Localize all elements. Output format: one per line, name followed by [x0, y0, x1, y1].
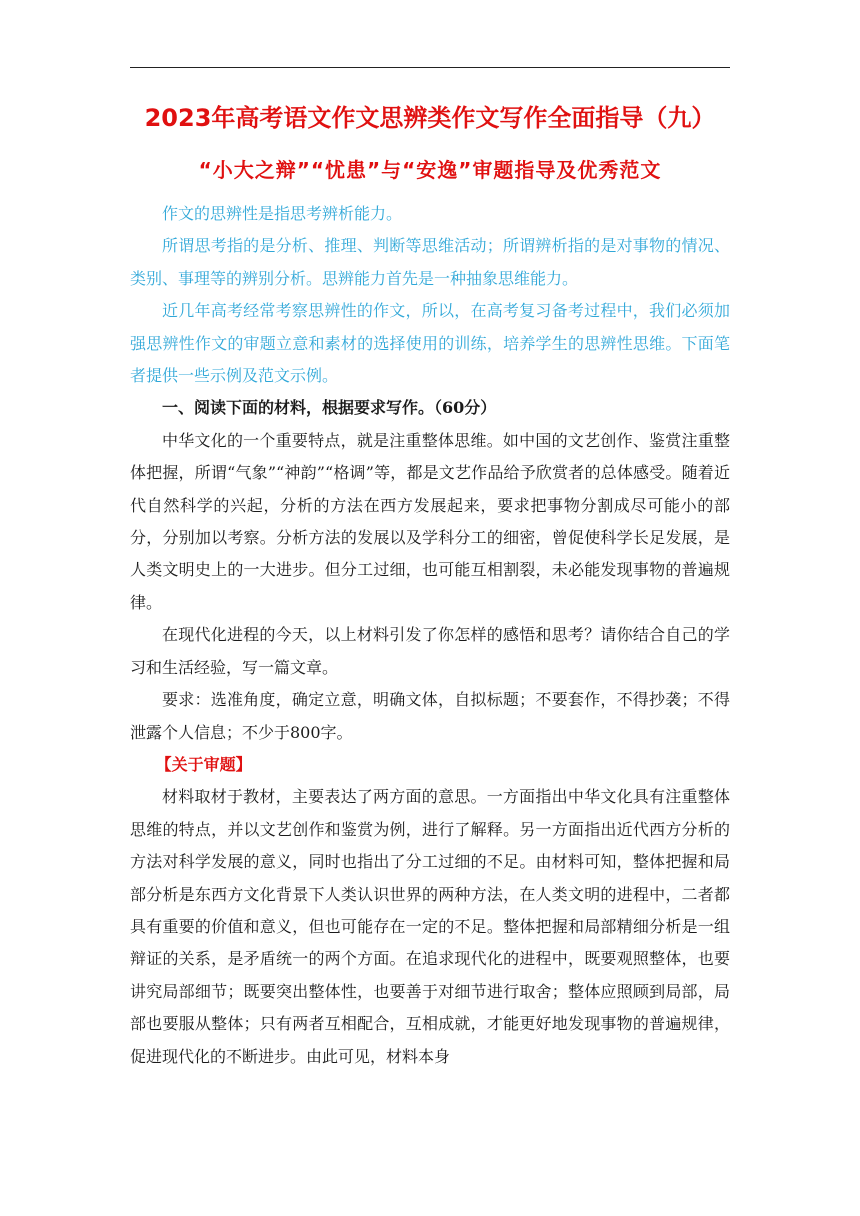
analysis-tag: 【关于审题】 — [155, 754, 252, 774]
question-heading: 一、阅读下面的材料，根据要求写作。（60分） — [162, 398, 497, 418]
analysis-paragraph: 材料取材于教材，主要表达了两方面的意思。一方面指出中华文化具有注重整体思维的特点，并以文艺创作和鉴赏为例，进行了解释。另一方面指出近代西方分析的方法对科学发展的意义，同时也指出了分工过细的不足。由材料可知，整体把握和局部分析是东西方文化背景下人类认识世界的两种方法，在人类文明的进程中，二者都具有重要的价值和意义，但也可能存在一定的不足。整体把握和局部精细分析是一组辩证的关系，是矛盾统一的两个方面。在追求现代化的进程中，既要观照整体，也要讲究局部细节；既要突出整体性，也要善于对细节进行取舍；整体应照顾到局部，局部也要服从整体；只有两者互相配合，互相成就，才能更好地发现事物的普遍规律，促进现代化的不断进步。由此可见，材料本身 — [130, 787, 730, 1066]
header-rule — [130, 67, 730, 68]
document-title: 2023年高考语文作文思辨类作文写作全面指导（九） — [144, 104, 716, 132]
intro-paragraph: 近几年高考经常考察思辨性的作文，所以，在高考复习备考过程中，我们必须加强思辨性作文的审题立意和素材的选择使用的训练，培养学生的思辨性思维。下面笔者提供一些示例及范文示例。 — [130, 301, 730, 386]
document-body — [130, 198, 730, 1073]
document-subtitle: “小大之辩”“忧患”与“安逸”审题指导及优秀范文 — [198, 158, 662, 182]
intro-paragraph: 所谓思考指的是分析、推理、判断等思维活动；所谓辨析指的是对事物的情况、类别、事理等的辨别分析。思辨能力首先是一种抽象思维能力。 — [130, 236, 730, 288]
material-paragraph: 中华文化的一个重要特点，就是注重整体思维。如中国的文艺创作、鉴赏注重整体把握，所谓“气象”“神韵”“格调”等，都是文艺作品给予欣赏者的总体感受。随着近代自然科学的兴起，分析的方法在西方发展起来，要求把事物分割成尽可能小的部分，分别加以考察。分析方法的发展以及学科分工的细密，曾促使科学长足发展，是人类文明史上的一大进步。但分工过细，也可能互相割裂，未必能发现事物的普遍规律。 — [130, 430, 730, 612]
prompt-paragraph: 在现代化进程的今天，以上材料引发了你怎样的感悟和思考？请你结合自己的学习和生活经验，写一篇文章。 — [130, 625, 730, 677]
intro-paragraph: 作文的思辨性是指思考辨析能力。 — [162, 204, 403, 223]
requirements-paragraph: 要求：选准角度，确定立意，明确文体，自拟标题；不要套作，不得抄袭；不得泄露个人信息；不少于800字。 — [130, 690, 730, 742]
